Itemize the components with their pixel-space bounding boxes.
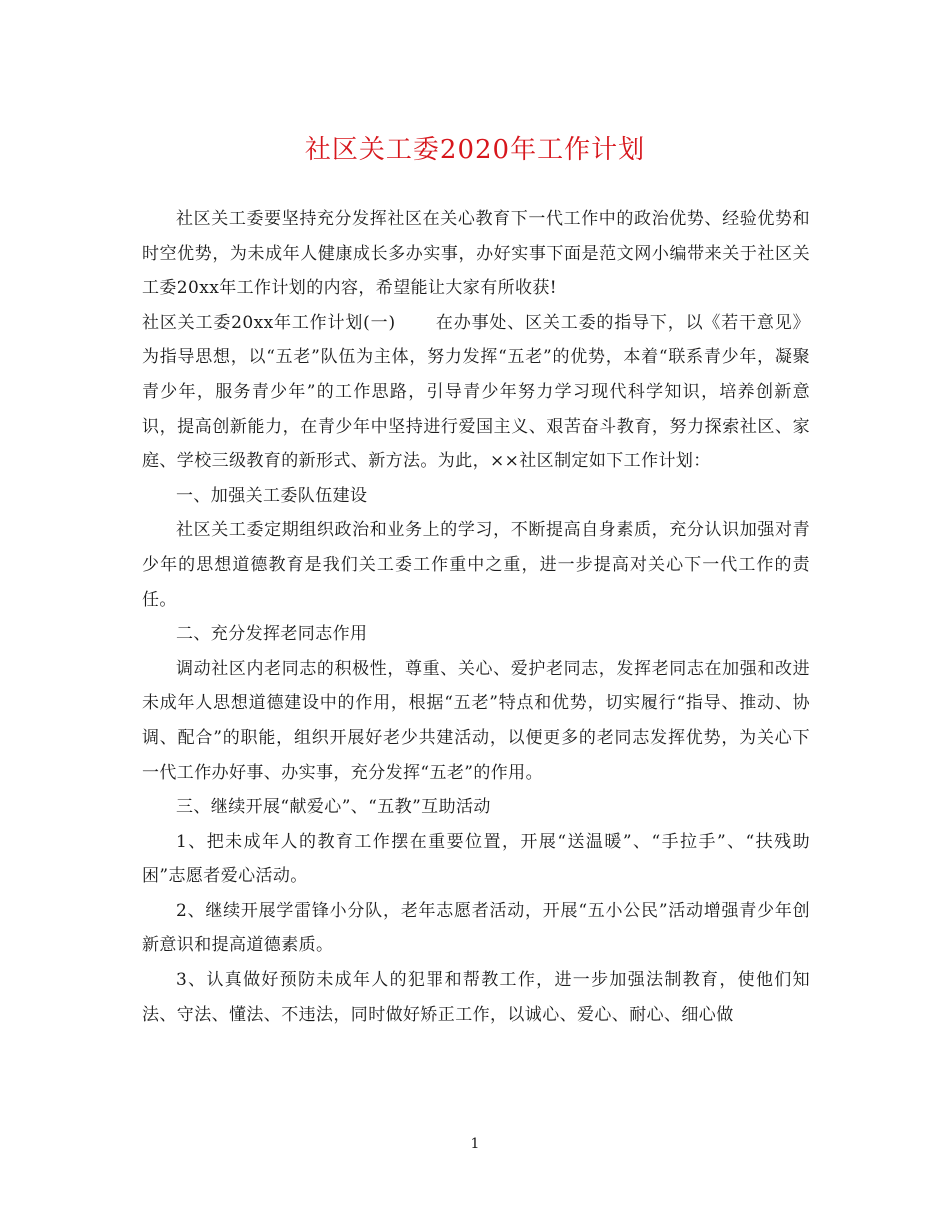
section3-item-3: 3、认真做好预防未成年人的犯罪和帮教工作，进一步加强法制教育，使他们知法、守法、懂法、不违法，同时做好矫正工作，以诚心、爱心、耐心、细心做 (142, 970, 810, 1025)
page-number: 1 (470, 1136, 480, 1152)
section3-heading: 三、继续开展“献爱心”、“五教”互助活动 (176, 797, 491, 818)
section1-paragraph: 社区关工委定期组织政治和业务上的学习，不断提高自身素质，充分认识加强对青少年的思想道德教育是我们关工委工作重中之重，进一步提高对关心下一代工作的责任。 (142, 520, 810, 610)
section3-item-1: 1、把未成年人的教育工作摆在重要位置，开展“送温暖”、“手拉手”、“扶残助困”志愿者爱心活动。 (142, 831, 810, 887)
intro-paragraph: 社区关工委要坚持充分发挥社区在关心教育下一代工作中的政治优势、经验优势和时空优势，为未成年人健康成长多办实事，办好实事下面是范文网小编带来关于社区关工委20xx年工作计划的内容，希望能让大家有所收获! (142, 209, 810, 299)
section1-heading: 一、加强关工委队伍建设 (176, 485, 368, 506)
plan-intro-text: 在办事处、区关工委的指导下，以《若干意见》为指导思想，以“五老”队伍为主体，努力发挥“五老”的优势，本着“联系青少年，凝聚青少年，服务青少年”的工作思路，引导青少年努力学习现代科学知识，培养创新意识，提高创新能力，在青少年中坚持进行爱国主义、艰苦奋斗教育，努力探索社区、家庭、学校三级教育的新形式、新方法。为此，××社区制定如下工作计划： (142, 312, 810, 472)
section2-paragraph: 调动社区内老同志的积极性，尊重、关心、爱护老同志，发挥老同志在加强和改进未成年人思想道德建设中的作用，根据“五老”特点和优势，切实履行“指导、推动、协调、配合”的职能，组织开展好老少共建活动，以便更多的老同志发挥优势，为关心下一代工作办好事、办实事，充分发挥“五老”的作用。 (142, 658, 810, 783)
plan-heading: 社区关工委20xx年工作计划(一) (142, 312, 396, 333)
plan-paragraph (142, 306, 810, 479)
document-body (142, 202, 810, 1032)
section2-heading: 二、充分发挥老同志作用 (176, 624, 368, 645)
document-title: 社区关工委2020年工作计划 (304, 135, 646, 165)
section3-item-2: 2、继续开展学雷锋小分队，老年志愿者活动，开展“五小公民”活动增强青少年创新意识和提高道德素质。 (142, 900, 810, 956)
